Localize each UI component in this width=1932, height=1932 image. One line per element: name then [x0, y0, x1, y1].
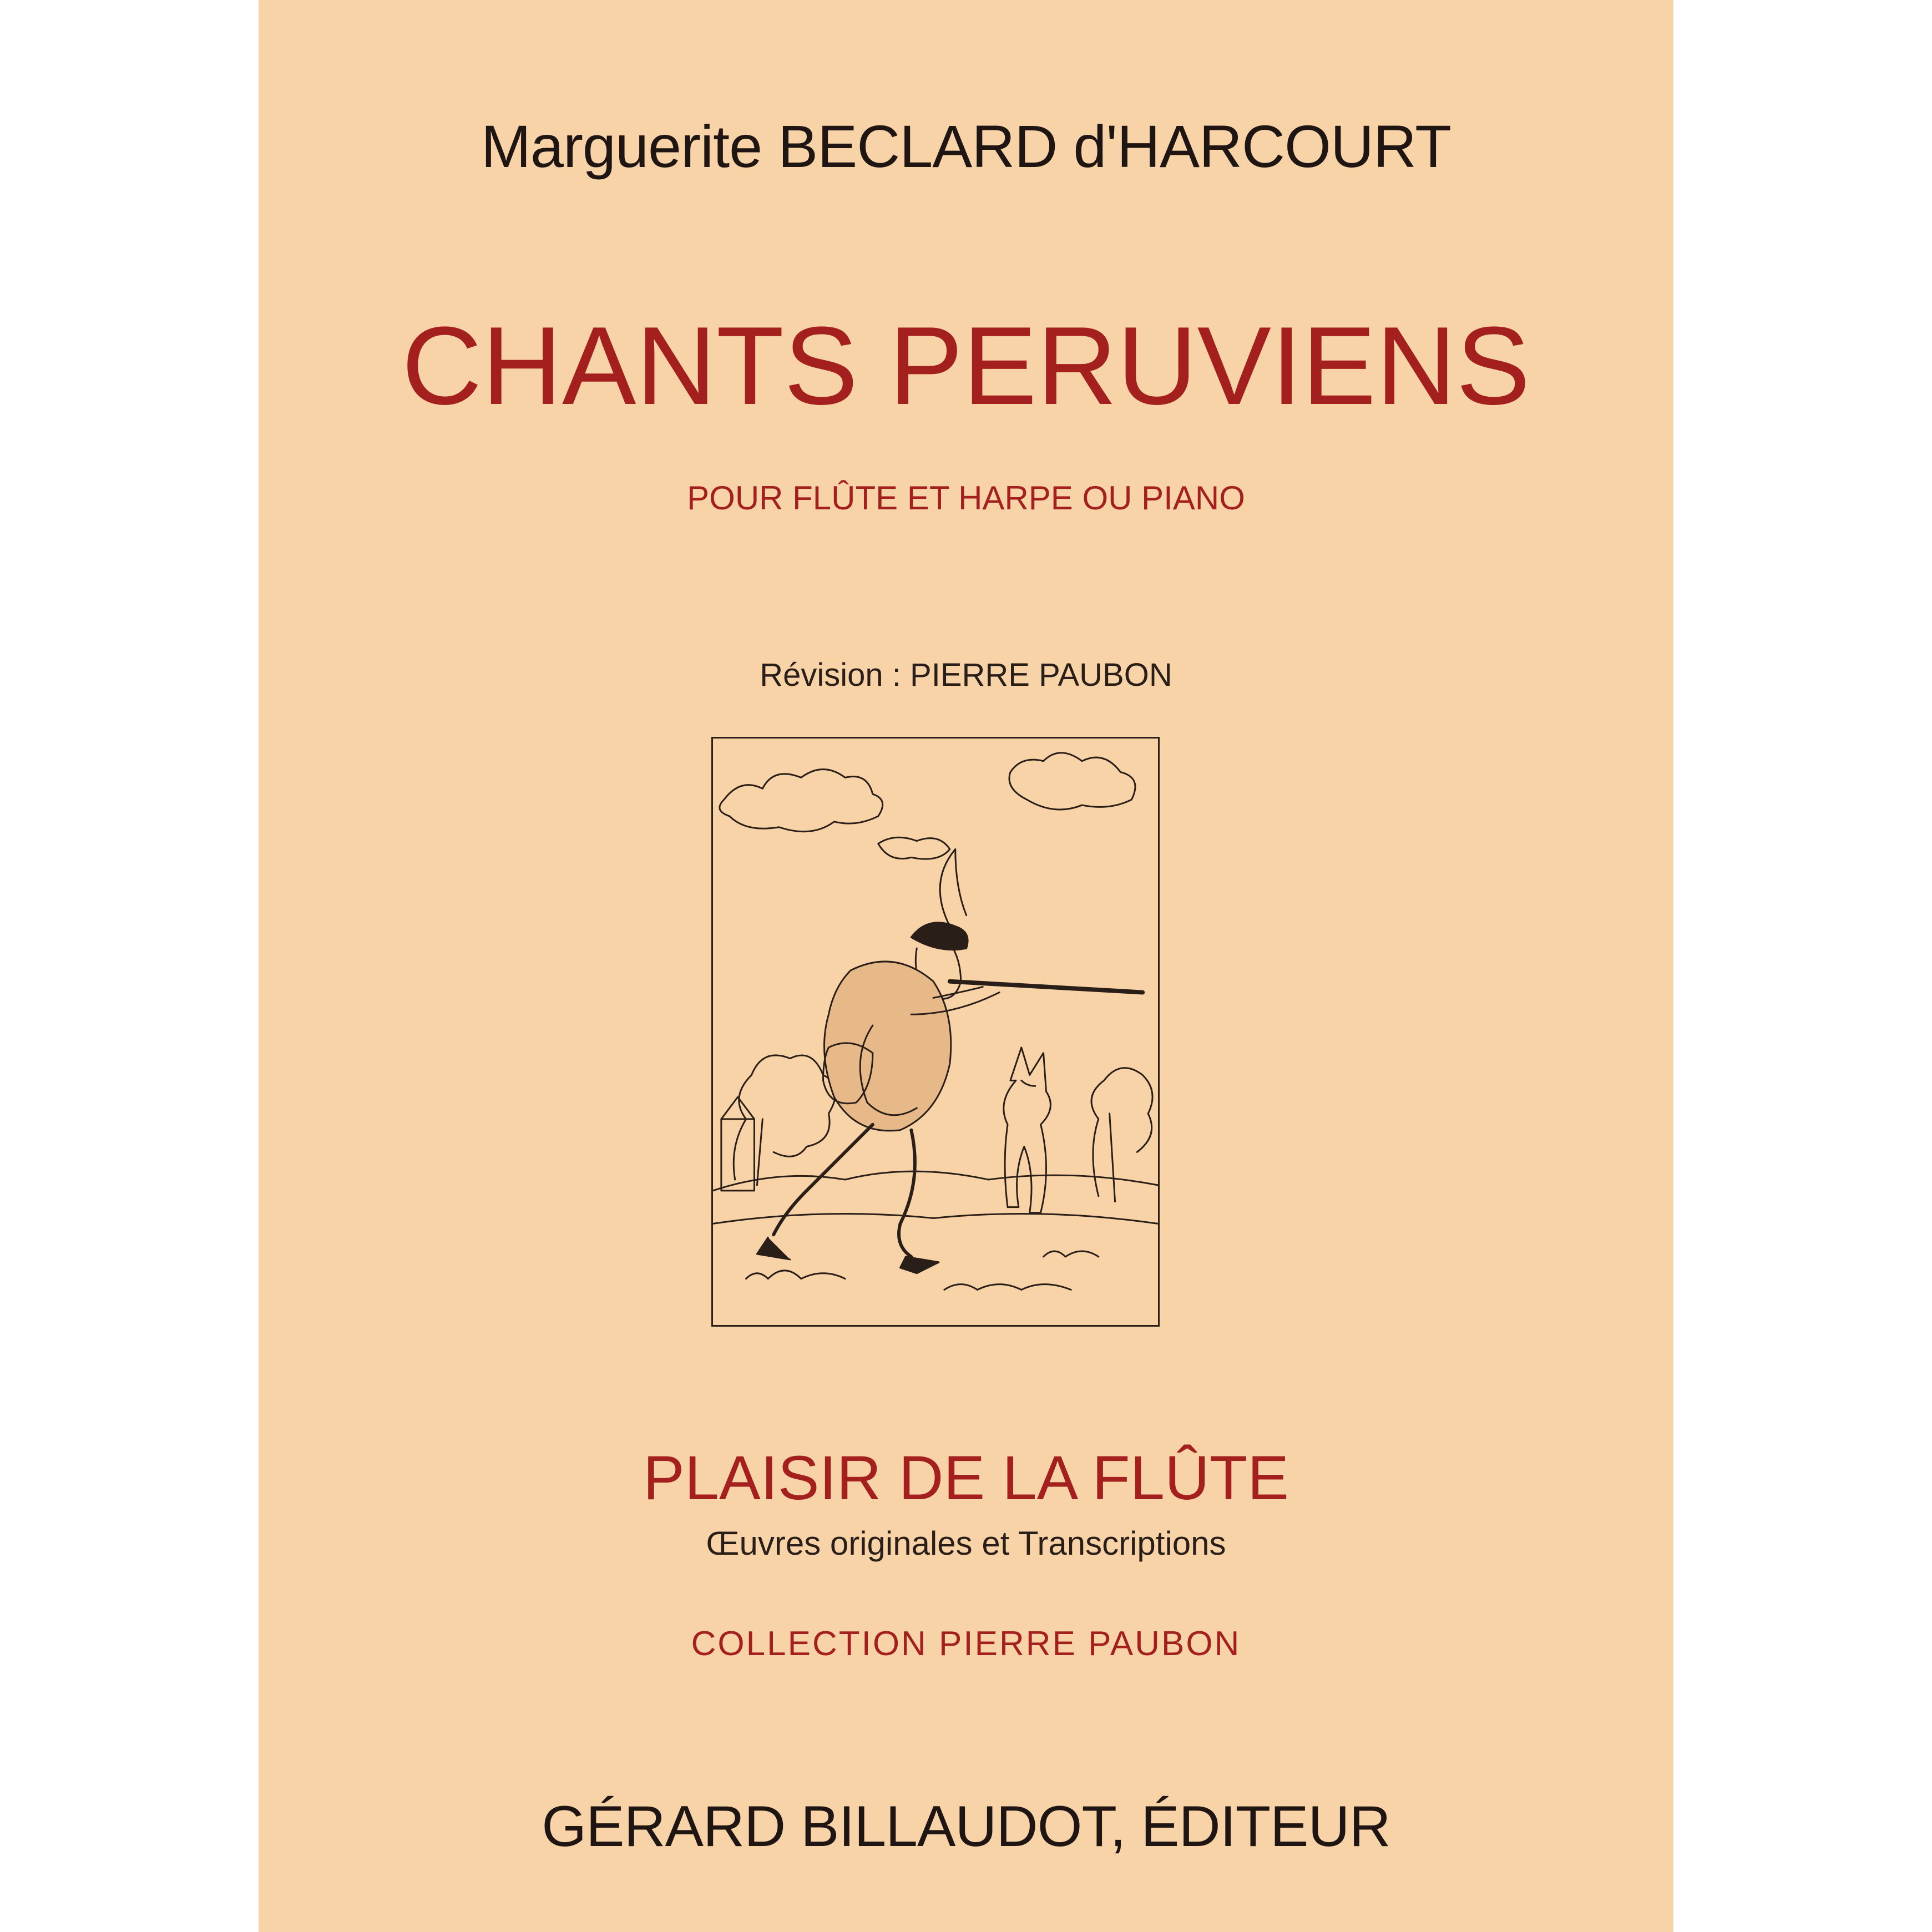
series-title: PLAISIR DE LA FLÛTE: [643, 1443, 1289, 1513]
work-title: CHANTS PERUVIENS: [402, 304, 1530, 428]
flute-player-with-dog-engraving-icon: [711, 737, 1160, 1327]
revision-credit: Révision : PIERRE PAUBON: [760, 657, 1172, 693]
collection-credit: COLLECTION PIERRE PAUBON: [691, 1625, 1241, 1663]
publisher-name: GÉRARD BILLAUDOT, ÉDITEUR: [542, 1794, 1390, 1859]
composer-name: Marguerite BECLARD d'HARCOURT: [481, 113, 1451, 180]
instrumentation-subtitle: POUR FLÛTE ET HARPE OU PIANO: [687, 479, 1245, 517]
series-subtitle: Œuvres originales et Transcriptions: [706, 1525, 1226, 1562]
